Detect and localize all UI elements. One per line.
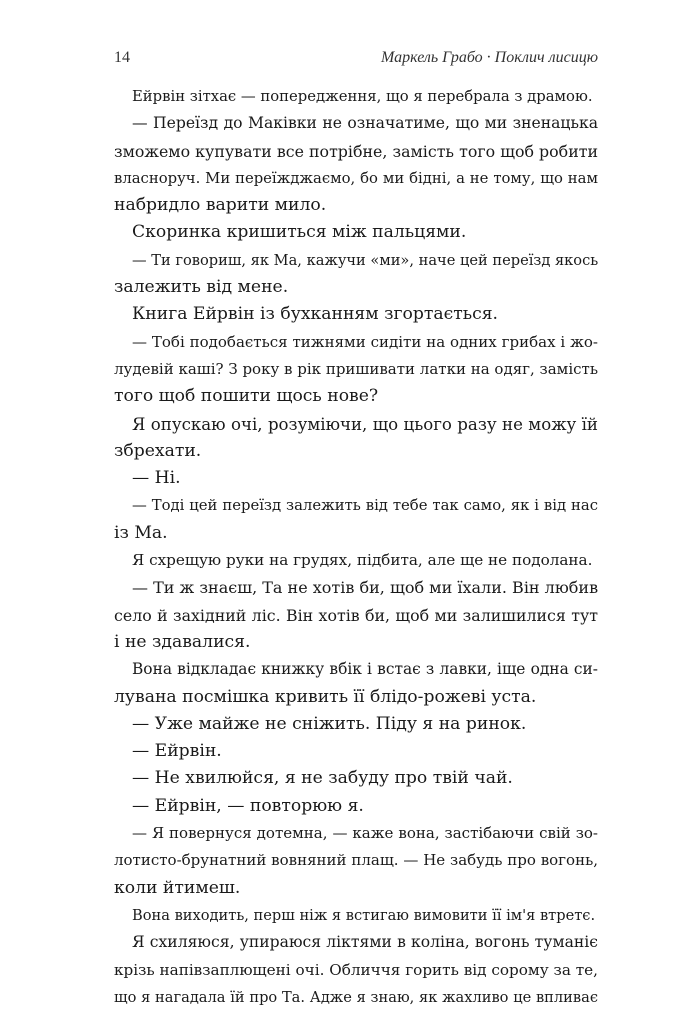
text-line: Я схрещую руки на грудях, підбита, але ще не подолана. (132, 551, 593, 570)
text-line: — Я повернуся дотемна, — каже вона, застібаючи свій зо- (132, 824, 598, 843)
text-line: власноруч. Ми переїжджаємо, бо ми бідні, а не тому, що нам (114, 169, 598, 187)
running-head (114, 49, 598, 71)
text-line: того щоб пошити щось нове? (114, 386, 379, 407)
text-line: село й західний ліс. Він хотів би, щоб ми залишилися тут (114, 605, 598, 625)
text-line: збрехати. (114, 440, 202, 461)
text-line: лувана посмішка кривить її блідо-рожеві уста. (114, 686, 537, 707)
text-line: крізь напівзаплющені очі. Обличчя горить від сорому за те, (114, 960, 598, 979)
text-line: що я нагадала їй про Та. Адже я знаю, як жахливо це впливає (114, 988, 598, 1006)
text-line: Я схиляюся, упираюся ліктями в коліна, вогонь туманіє (132, 933, 598, 952)
text-line: Я опускаю очі, розуміючи, що цього разу не можу їй (132, 414, 598, 434)
text-line: — Ти ж знаєш, Та не хотів би, щоб ми їхали. Він любив (132, 578, 599, 598)
running-title: Маркель Грабо · Поклич лисицю (381, 49, 598, 66)
text-line: — Ні. (132, 468, 181, 489)
body-text (114, 83, 598, 1011)
text-line: — Ейрвін. (132, 741, 222, 762)
text-line: — Тоді цей переїзд залежить від тебе так само, як і від нас (132, 497, 598, 515)
text-line: Книга Ейрвін із бухканням згортається. (132, 304, 498, 325)
text-line: — Не хвилюйся, я не забуду про твій чай. (132, 768, 513, 789)
text-line: — Переїзд до Маківки не означатиме, що ми зненацька (132, 114, 598, 133)
text-line: — Ейрвін, — повторюю я. (132, 795, 364, 816)
text-line: Вона відкладає книжку вбік і встає з лавки, іще одна си- (132, 660, 598, 679)
page-number: 14 (114, 49, 130, 66)
text-line: — Тобі подобається тижнями сидіти на одних грибах і жо- (132, 332, 598, 351)
text-line: Ейрвін зітхає — попередження, що я перебрала з драмою. (132, 88, 593, 105)
text-line: Вона виходить, перш ніж я встигаю вимовити її ім'я втретє. (132, 906, 596, 924)
text-line: і не здавалися. (114, 631, 251, 652)
text-line: лотисто-брунатний вовняний плащ. — Не забудь про вогонь, (114, 851, 598, 870)
text-line: — Ти говориш, як Ма, кажучи «ми», наче цей переїзд якось (132, 251, 599, 269)
text-line: набридло варити мило. (114, 195, 327, 216)
text-line: коли йтимеш. (114, 877, 241, 898)
text-line: Скоринка кришиться між пальцями. (132, 222, 467, 243)
text-line: із Ма. (114, 522, 168, 543)
text-line: залежить від мене. (114, 277, 289, 298)
text-line: зможемо купувати все потрібне, замість того щоб робити (114, 141, 598, 161)
text-line: лудевій каші? З року в рік пришивати латки на одяг, замість (114, 359, 599, 378)
text-line: — Уже майже не сніжить. Піду я на ринок. (132, 713, 527, 734)
